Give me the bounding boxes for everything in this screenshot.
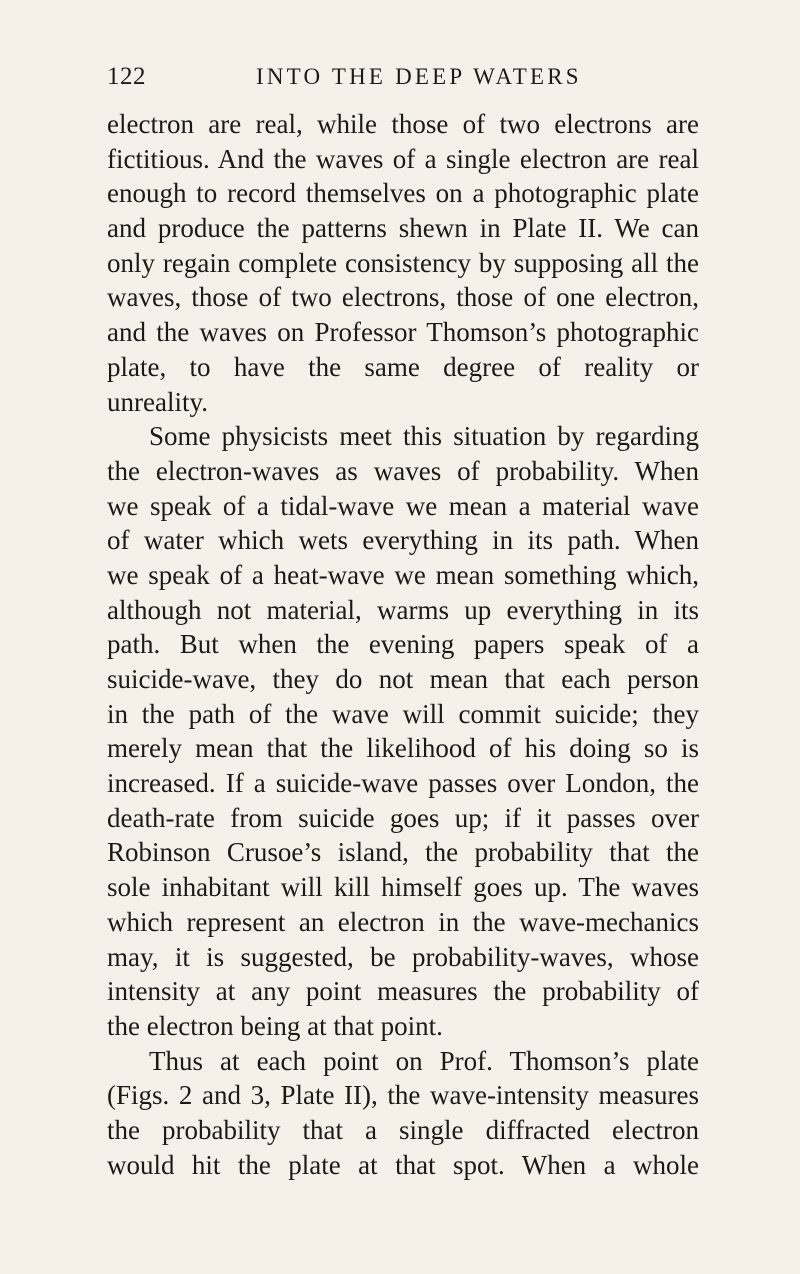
page-number: 122 xyxy=(107,63,146,90)
text-line: only regain complete consistency by supposing all the xyxy=(107,247,699,278)
text-line: the electron-waves as waves of probability. When xyxy=(107,455,699,486)
text-line: enough to record themselves on a photographic plate xyxy=(107,178,699,209)
text-line: would hit the plate at that spot. When a whole xyxy=(107,1149,699,1180)
text-line: Robinson Crusoe’s island, the probability that the xyxy=(107,837,699,868)
text-line: path. But when the evening papers speak of a xyxy=(107,629,699,660)
text-line: suicide-wave, they do not mean that each person xyxy=(107,664,699,694)
text-line: in the path of the wave will commit suicide; they xyxy=(107,698,699,729)
text-line: we speak of a tidal-wave we mean a material wave xyxy=(107,490,699,521)
text-line: electron are real, while those of two electrons are xyxy=(107,109,699,139)
text-line: increased. If a suicide-wave passes over London, the xyxy=(107,768,699,799)
paragraph-start-line: Thus at each point on Prof. Thomson’s plate xyxy=(149,1045,699,1076)
text-line: which represent an electron in the wave-mechanics xyxy=(107,906,699,937)
text-line: we speak of a heat-wave we mean something which, xyxy=(107,559,699,590)
text-line: and produce the patterns shewn in Plate II. We can xyxy=(107,213,699,244)
text-line: sole inhabitant will kill himself goes up. The waves xyxy=(107,872,699,903)
running-head xyxy=(107,62,699,96)
text-line: although not material, warms up everything in its xyxy=(107,594,699,625)
text-line: fictitious. And the waves of a single electron are real xyxy=(107,143,699,174)
paragraph-end-line: the electron being at that point. xyxy=(107,1010,443,1041)
text-line: waves, those of two electrons, those of one electron, xyxy=(107,282,699,313)
text-line: intensity at any point measures the probability of xyxy=(107,976,699,1007)
text-line: merely mean that the likelihood of his doing so is xyxy=(107,733,699,764)
text-line: and the waves on Professor Thomson’s photographic xyxy=(107,317,699,348)
text-line: the probability that a single diffracted electron xyxy=(107,1114,699,1145)
paragraph-start-line: Some physicists meet this situation by regarding xyxy=(149,421,699,452)
text-line: may, it is suggested, be probability-waves, whose xyxy=(107,941,699,972)
text-line: death-rate from suicide goes up; if it passes over xyxy=(107,802,699,833)
body-text xyxy=(107,107,699,1182)
text-line: of water which wets everything in its path. When xyxy=(107,525,699,556)
running-title: INTO THE DEEP WATERS xyxy=(256,64,582,89)
text-line: (Figs. 2 and 3, Plate II), the wave-intensity measures xyxy=(107,1080,699,1111)
text-line: plate, to have the same degree of reality or xyxy=(107,351,699,382)
paragraph-end-line: unreality. xyxy=(107,386,208,417)
